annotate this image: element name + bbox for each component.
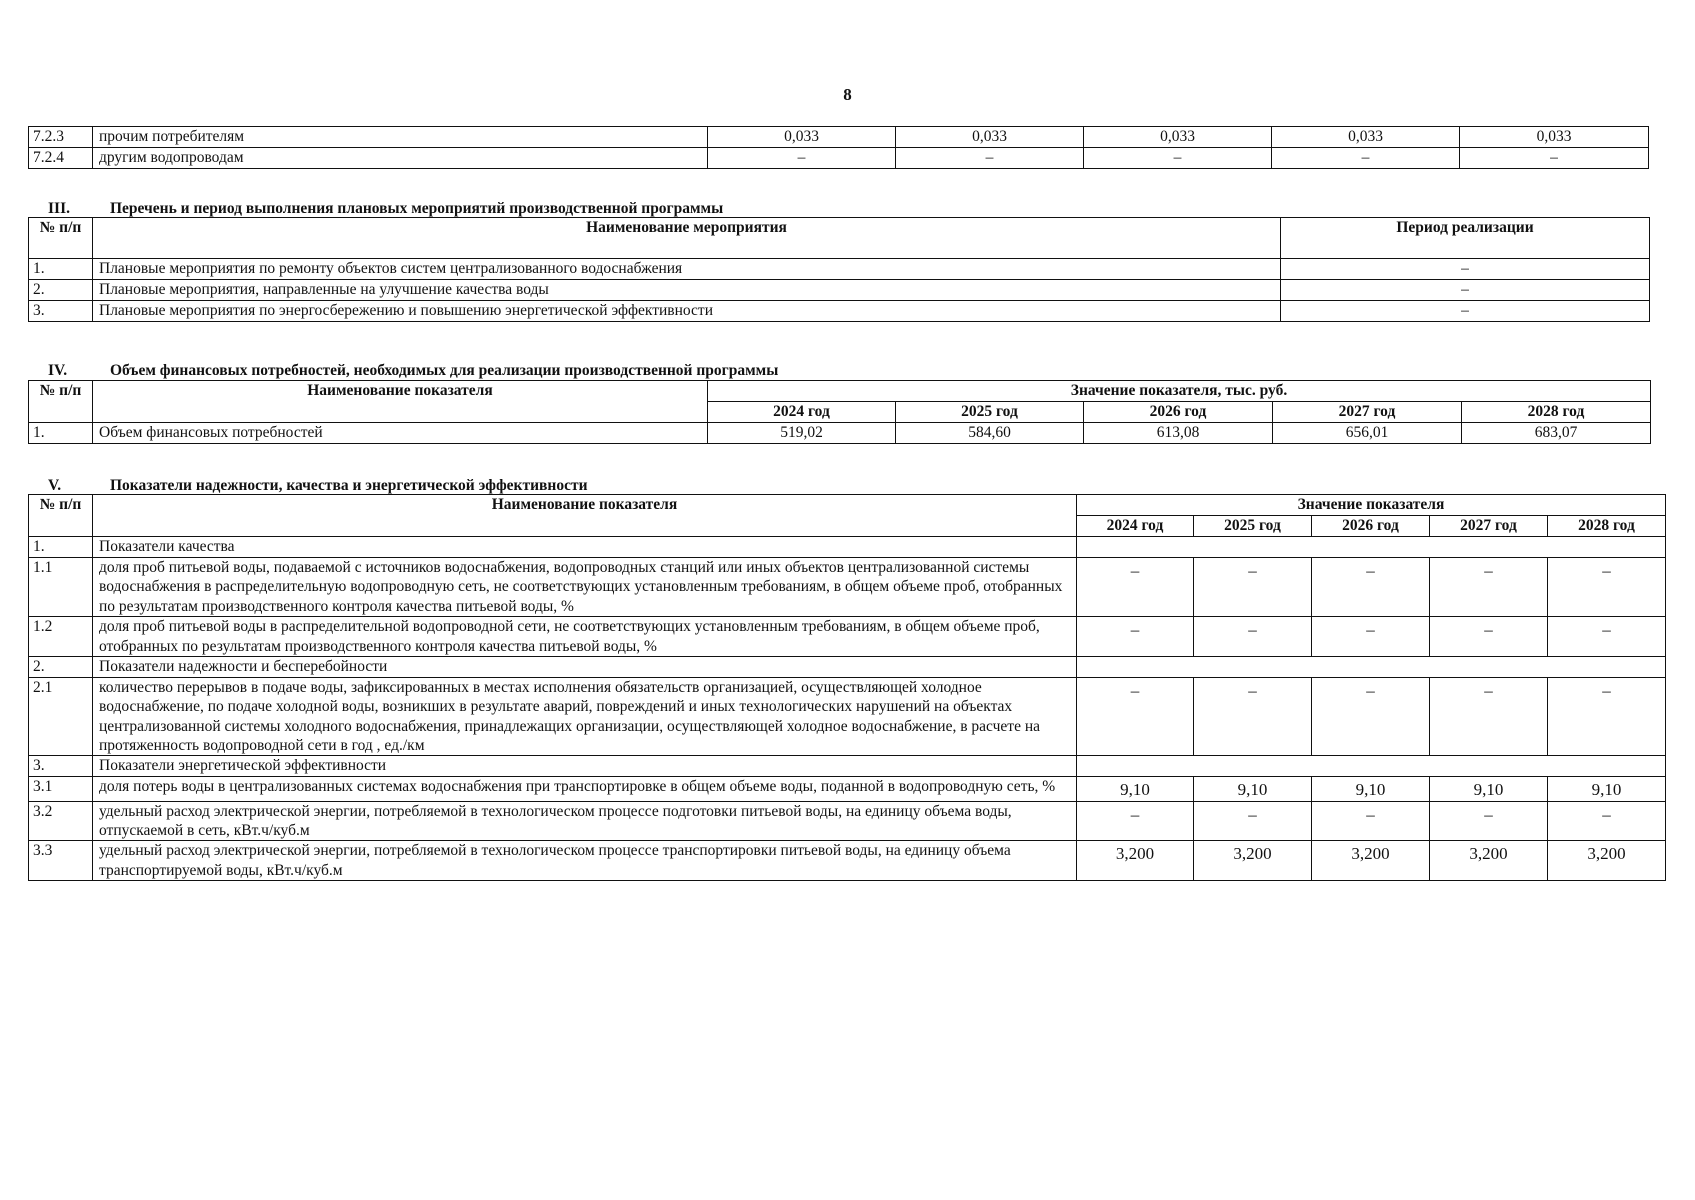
value-cell: 3,200 bbox=[1312, 841, 1430, 881]
header-year: 2026 год bbox=[1084, 402, 1273, 423]
section-3-heading bbox=[28, 199, 723, 218]
value-cell: 3,200 bbox=[1194, 841, 1312, 881]
row-name: доля потерь воды в централизованных системах водоснабжения при транспортировке в общем объеме воды, поданной в водопроводную сеть, % bbox=[93, 777, 1077, 801]
table-row bbox=[29, 127, 1649, 148]
header-year: 2024 год bbox=[708, 402, 896, 423]
value-cell: – bbox=[1077, 801, 1194, 841]
row-number: 3.2 bbox=[29, 801, 93, 841]
row-number: 7.2.4 bbox=[29, 148, 93, 169]
value-cell: 0,033 bbox=[896, 127, 1084, 148]
value-cell: – bbox=[1194, 617, 1312, 657]
row-name: другим водопроводам bbox=[93, 148, 708, 169]
header-year: 2025 год bbox=[896, 402, 1084, 423]
row-number: 2. bbox=[29, 656, 93, 677]
header-value-group: Значение показателя bbox=[1077, 495, 1666, 516]
row-name: Плановые мероприятия, направленные на улучшение качества воды bbox=[93, 280, 1281, 301]
row-number: 7.2.3 bbox=[29, 127, 93, 148]
value-cell: – bbox=[1077, 617, 1194, 657]
row-period: – bbox=[1281, 280, 1650, 301]
value-cell: 3,200 bbox=[1430, 841, 1548, 881]
row-name: Показатели качества bbox=[93, 537, 1077, 558]
table-row bbox=[29, 617, 1666, 657]
section-5-heading bbox=[28, 476, 588, 495]
value-cell: – bbox=[708, 148, 896, 169]
value-cell: – bbox=[1194, 801, 1312, 841]
header-name: Наименование мероприятия bbox=[93, 218, 1281, 259]
header-num: № п/п bbox=[29, 495, 93, 537]
section-4-table bbox=[28, 380, 1651, 444]
row-name: доля проб питьевой воды, подаваемой с источников водоснабжения, водопроводных станций или иных объектов централизованной системы водоснабжения в распределительную водопроводную сеть, не соответствующих установленным требованиям, в общем объеме проб, отобранных по результатам производственного контроля качества питьевой воды, % bbox=[93, 558, 1077, 617]
value-cell: 0,033 bbox=[1272, 127, 1460, 148]
value-cell: – bbox=[1548, 558, 1666, 617]
value-cell: – bbox=[1430, 801, 1548, 841]
table-row bbox=[29, 841, 1666, 881]
table-row bbox=[29, 301, 1650, 322]
empty-cell bbox=[1077, 537, 1666, 558]
value-cell: – bbox=[1194, 558, 1312, 617]
section-4-roman: IV. bbox=[48, 362, 68, 379]
value-cell: 0,033 bbox=[1084, 127, 1272, 148]
table-header-row bbox=[29, 218, 1650, 259]
header-num: № п/п bbox=[29, 381, 93, 423]
value-cell: – bbox=[1077, 558, 1194, 617]
value-cell: – bbox=[1548, 617, 1666, 657]
value-cell: – bbox=[1194, 677, 1312, 756]
row-name: прочим потребителям bbox=[93, 127, 708, 148]
section-4-heading bbox=[28, 361, 778, 380]
value-cell: – bbox=[1548, 801, 1666, 841]
value-cell: – bbox=[1312, 801, 1430, 841]
table-row bbox=[29, 148, 1649, 169]
row-name: Показатели энергетической эффективности bbox=[93, 756, 1077, 777]
header-num: № п/п bbox=[29, 218, 93, 259]
table-row bbox=[29, 280, 1650, 301]
value-cell: 613,08 bbox=[1084, 423, 1273, 444]
header-year: 2027 год bbox=[1273, 402, 1462, 423]
table-row bbox=[29, 259, 1650, 280]
table-row bbox=[29, 558, 1666, 617]
header-year: 2025 год bbox=[1194, 516, 1312, 537]
row-number: 1. bbox=[29, 423, 93, 444]
header-value-group: Значение показателя, тыс. руб. bbox=[708, 381, 1651, 402]
section-3-roman: III. bbox=[48, 200, 70, 217]
table-group-row bbox=[29, 656, 1666, 677]
row-number: 3. bbox=[29, 756, 93, 777]
header-name: Наименование показателя bbox=[93, 381, 708, 423]
table-row bbox=[29, 801, 1666, 841]
section-5-table bbox=[28, 494, 1666, 881]
header-period: Период реализации bbox=[1281, 218, 1650, 259]
value-cell: – bbox=[1084, 148, 1272, 169]
row-number: 1. bbox=[29, 537, 93, 558]
value-cell: 0,033 bbox=[1460, 127, 1649, 148]
table-header-row bbox=[29, 495, 1666, 516]
value-cell: – bbox=[1312, 677, 1430, 756]
table-group-row bbox=[29, 756, 1666, 777]
row-name: Плановые мероприятия по ремонту объектов систем централизованного водоснабжения bbox=[93, 259, 1281, 280]
table-row bbox=[29, 777, 1666, 801]
value-cell: 683,07 bbox=[1462, 423, 1651, 444]
value-cell: 9,10 bbox=[1077, 777, 1194, 801]
value-cell: – bbox=[1312, 558, 1430, 617]
row-number: 3. bbox=[29, 301, 93, 322]
value-cell: – bbox=[1430, 617, 1548, 657]
row-name: Объем финансовых потребностей bbox=[93, 423, 708, 444]
value-cell: – bbox=[1430, 677, 1548, 756]
row-number: 1. bbox=[29, 259, 93, 280]
header-name: Наименование показателя bbox=[93, 495, 1077, 537]
header-year: 2028 год bbox=[1548, 516, 1666, 537]
row-name: удельный расход электрической энергии, потребляемой в технологическом процессе транспортировки питьевой воды, на единицу объема транспортируемой воды, кВт.ч/куб.м bbox=[93, 841, 1077, 881]
value-cell: 9,10 bbox=[1430, 777, 1548, 801]
table-row bbox=[29, 423, 1651, 444]
value-cell: 9,10 bbox=[1312, 777, 1430, 801]
section-5-roman: V. bbox=[48, 477, 62, 494]
section-5-title: Показатели надежности, качества и энергетической эффективности bbox=[110, 477, 588, 494]
row-number: 3.1 bbox=[29, 777, 93, 801]
section-3-table bbox=[28, 217, 1650, 322]
value-cell: – bbox=[896, 148, 1084, 169]
row-name: доля проб питьевой воды в распределительной водопроводной сети, не соответствующих установленным требованиям, в общем объеме проб, отобранных по результатам производственного контроля качества питьевой воды, % bbox=[93, 617, 1077, 657]
row-name: Плановые мероприятия по энергосбережению и повышению энергетической эффективности bbox=[93, 301, 1281, 322]
value-cell: 3,200 bbox=[1077, 841, 1194, 881]
header-year: 2026 год bbox=[1312, 516, 1430, 537]
row-number: 3.3 bbox=[29, 841, 93, 881]
table-row bbox=[29, 677, 1666, 756]
table-header-row bbox=[29, 381, 1651, 402]
value-cell: – bbox=[1548, 677, 1666, 756]
continuation-table bbox=[28, 126, 1649, 169]
row-period: – bbox=[1281, 301, 1650, 322]
value-cell: 0,033 bbox=[708, 127, 896, 148]
table-group-row bbox=[29, 537, 1666, 558]
row-name: удельный расход электрической энергии, потребляемой в технологическом процессе подготовки питьевой воды, на единицу объема воды, отпускаемой в сеть, кВт.ч/куб.м bbox=[93, 801, 1077, 841]
page-number: 8 bbox=[843, 85, 852, 104]
value-cell: 656,01 bbox=[1273, 423, 1462, 444]
value-cell: – bbox=[1272, 148, 1460, 169]
value-cell: – bbox=[1430, 558, 1548, 617]
value-cell: 584,60 bbox=[896, 423, 1084, 444]
value-cell: – bbox=[1312, 617, 1430, 657]
empty-cell bbox=[1077, 756, 1666, 777]
value-cell: 9,10 bbox=[1194, 777, 1312, 801]
header-year: 2028 год bbox=[1462, 402, 1651, 423]
header-year: 2027 год bbox=[1430, 516, 1548, 537]
row-period: – bbox=[1281, 259, 1650, 280]
value-cell: – bbox=[1077, 677, 1194, 756]
header-year: 2024 год bbox=[1077, 516, 1194, 537]
row-name: Показатели надежности и бесперебойности bbox=[93, 656, 1077, 677]
value-cell: 519,02 bbox=[708, 423, 896, 444]
value-cell: 9,10 bbox=[1548, 777, 1666, 801]
section-3-title: Перечень и период выполнения плановых мероприятий производственной программы bbox=[110, 200, 724, 217]
row-number: 1.1 bbox=[29, 558, 93, 617]
section-4-title: Объем финансовых потребностей, необходимых для реализации производственной программы bbox=[110, 362, 779, 379]
row-name: количество перерывов в подаче воды, зафиксированных в местах исполнения обязательств организацией, осуществляющей холодное водоснабжение, по подаче холодной воды, возникших в результате аварий, повреждений и иных технологических нарушений на объектах централизованной системы холодного водоснабжения, принадлежащих организации, осуществляющей холодное водоснабжение, в расчете на протяженность водопроводной сети в год , ед./км bbox=[93, 677, 1077, 756]
row-number: 1.2 bbox=[29, 617, 93, 657]
value-cell: – bbox=[1460, 148, 1649, 169]
value-cell: 3,200 bbox=[1548, 841, 1666, 881]
row-number: 2.1 bbox=[29, 677, 93, 756]
row-number: 2. bbox=[29, 280, 93, 301]
empty-cell bbox=[1077, 656, 1666, 677]
